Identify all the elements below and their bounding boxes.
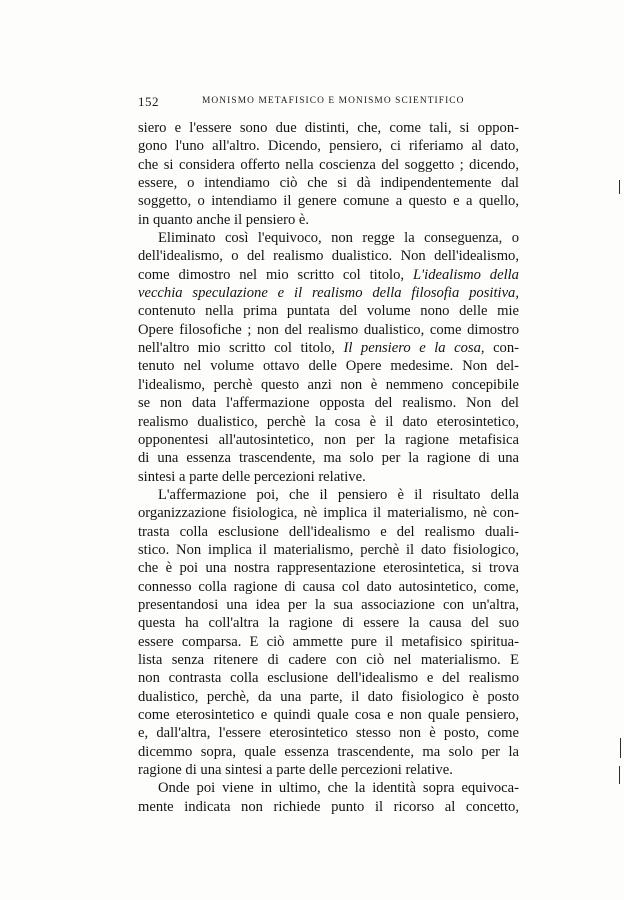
text-run: Opere filosofiche ; non del realismo dualistico, come dimostro	[138, 321, 519, 338]
scan-mark	[620, 738, 621, 758]
text-line	[138, 651, 519, 669]
text-line	[138, 578, 519, 596]
text-line	[138, 559, 519, 577]
text-line	[138, 137, 519, 155]
text-run: che si considera offerto nella coscienza del soggetto ; dicendo,	[138, 156, 519, 173]
text-line	[138, 669, 519, 687]
page-number: 152	[138, 94, 159, 109]
text-line	[138, 302, 519, 320]
text-run: ragione di una sintesi a parte delle percezioni relative.	[138, 762, 453, 779]
scan-mark	[619, 180, 620, 194]
text-run: di una essenza trascendente, ma solo per la ragione di una	[138, 450, 519, 467]
text-line	[138, 413, 519, 431]
text-line	[138, 156, 519, 174]
text-run: essere, o intendiamo ciò che si dà indipendentemente dal	[138, 175, 519, 192]
text-run: dicemmo sopra, quale essenza trascendente, ma solo per la	[138, 743, 519, 760]
text-line	[138, 779, 519, 797]
text-line	[138, 614, 519, 632]
text-run: gono l'uno all'altro. Dicendo, pensiero, ci riferiamo al dato,	[138, 138, 519, 155]
text-run: trasta colla esclusione dell'idealismo e del realismo duali-	[138, 523, 519, 540]
text-line	[138, 192, 519, 210]
text-run: tenuto nel volume ottavo delle Opere medesime. Non del-	[138, 358, 519, 375]
text-line	[138, 321, 519, 339]
text-line	[138, 229, 519, 247]
text-run: mente indicata non richiede punto il ricorso al concetto,	[138, 798, 519, 815]
text-line	[138, 449, 519, 467]
page-header	[138, 94, 521, 112]
text-line	[138, 798, 519, 816]
text-line	[138, 211, 519, 229]
text-run: sintesi a parte delle percezioni relative.	[138, 468, 366, 485]
text-run: che è poi una nostra rappresentazione eterosintetica, si trova	[138, 560, 519, 577]
text-line	[138, 523, 519, 541]
text-line	[138, 504, 519, 522]
text-run: stico. Non implica il materialismo, perchè il dato fisiologico,	[138, 541, 519, 558]
text-line	[138, 706, 519, 724]
text-run: dell'idealismo, o del realismo dualistico. Non dell'idealismo,	[138, 248, 519, 265]
text-line	[138, 688, 519, 706]
text-line	[138, 284, 519, 302]
text-run: connesso colla ragione di causa col dato autosintetico, come,	[138, 578, 519, 595]
text-run: realismo dualistico, perchè la cosa è il dato eterosintetico,	[138, 413, 519, 430]
text-line	[138, 596, 519, 614]
text-run: nell'altro mio scritto col titolo,	[138, 340, 344, 357]
text-run: soggetto, o intendiamo il genere comune a questo e a quello,	[138, 193, 519, 210]
text-run: presentandosi una idea per la sua associazione con un'altra,	[138, 596, 519, 613]
text-line	[138, 633, 519, 651]
text-run: opponentesi all'autosintetico, non per la ragione metafisica	[138, 431, 519, 448]
italic-title: Il pensiero e la cosa	[343, 340, 481, 357]
text-line	[138, 376, 519, 394]
text-run: Eliminato così l'equivoco, non regge la conseguenza, o	[158, 230, 519, 247]
text-line	[138, 724, 519, 742]
text-line	[138, 761, 519, 779]
text-run: essere comparsa. E ciò ammette pure il metafisico spiritua-	[138, 633, 519, 650]
text-line	[138, 541, 519, 559]
text-run: contenuto nella prima puntata del volume nono delle mie	[138, 303, 519, 320]
text-run: se non data l'affermazione opposta del realismo. Non del	[138, 395, 519, 412]
text-run: Onde poi viene in ultimo, che la identità sopra equivoca-	[158, 780, 519, 797]
text-run: come eterosintetico e quindi quale cosa e non quale pensiero,	[138, 707, 519, 723]
text-line	[138, 174, 519, 192]
text-line	[138, 431, 519, 449]
text-line	[138, 357, 519, 375]
text-run: siero e l'essere sono due distinti, che, come tali, si oppon-	[138, 120, 519, 136]
text-run: questa ha coll'altra la ragione di essere la causa del suo	[138, 615, 519, 632]
text-run: l'idealismo, perchè questo anzi non è nemmeno concepibile	[138, 376, 519, 393]
body-text	[138, 119, 519, 816]
running-title: MONISMO METAFISICO E MONISMO SCIENTIFICO	[202, 96, 465, 106]
text-line	[138, 339, 519, 357]
text-line	[138, 266, 519, 284]
text-run: dualistico, perchè, da una parte, il dato fisiologico è posto	[138, 688, 519, 705]
text-run: , con-	[480, 340, 520, 357]
scan-mark	[619, 766, 620, 784]
text-run: non contrasta colla esclusione dell'idealismo e del realismo	[138, 670, 519, 687]
italic-title: vecchia speculazione e il realismo della filosofia positiva,	[138, 285, 519, 302]
text-line	[138, 743, 519, 761]
text-run: in quanto anche il pensiero è.	[138, 211, 310, 228]
italic-title: L'idealismo della	[412, 266, 519, 283]
text-line	[138, 394, 519, 412]
text-line	[138, 468, 519, 486]
text-line	[138, 486, 519, 504]
text-run: e, dall'altra, l'essere eterosintetico stesso non è posto, come	[138, 725, 519, 742]
text-line	[138, 247, 519, 265]
text-run: L'affermazione poi, che il pensiero è il risultato della	[158, 486, 519, 503]
text-line	[138, 119, 519, 137]
text-run: come dimostro nel mio scritto col titolo,	[138, 266, 413, 283]
text-run: lista senza ritenere di cadere con ciò nel materialismo. E	[138, 651, 519, 668]
text-run: organizzazione fisiologica, nè implica il materialismo, nè con-	[138, 505, 519, 522]
